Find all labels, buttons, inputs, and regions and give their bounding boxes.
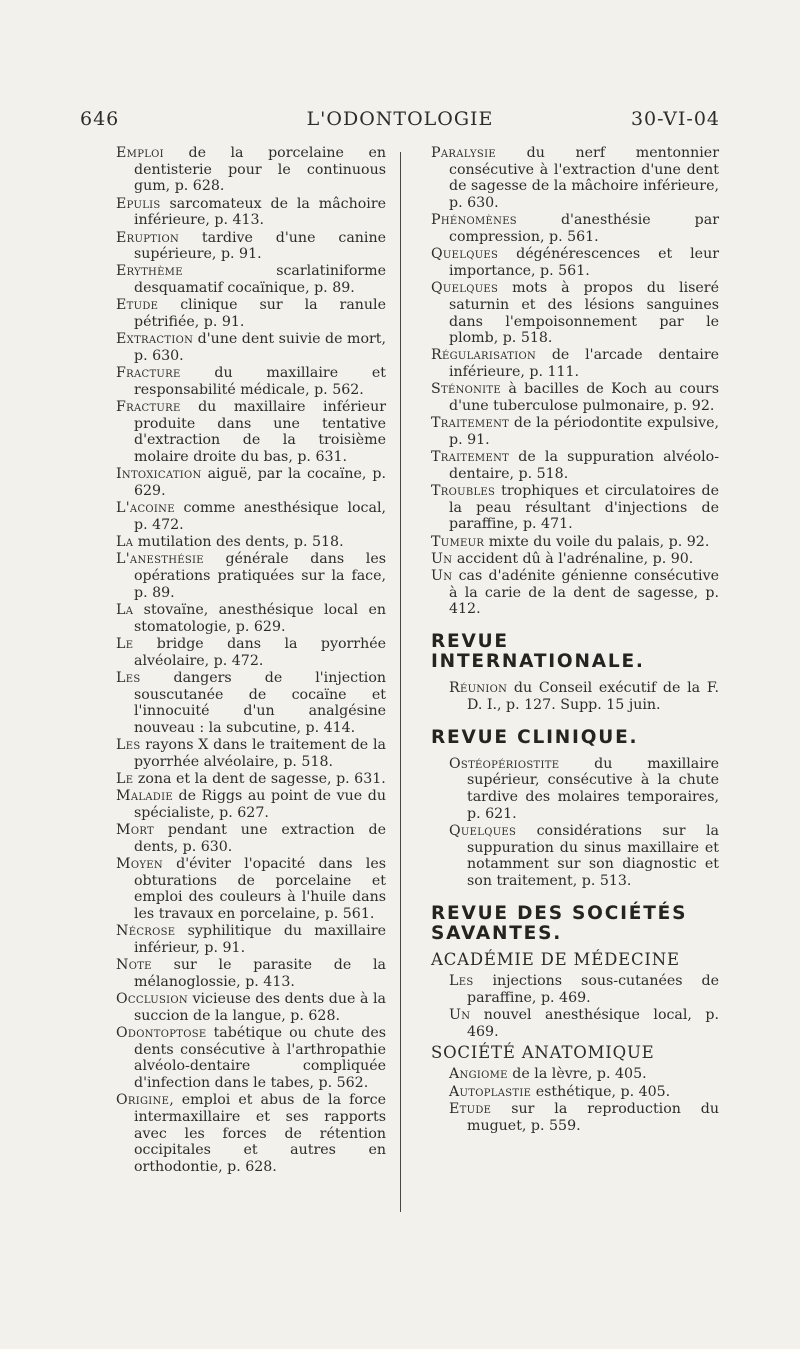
index-entry bbox=[449, 680, 719, 713]
entry-keyword: Troubles bbox=[431, 483, 496, 500]
entry-text: d'éviter l'opacité dans les obturations de porcelaine et emploi des couleurs à l'huile dans les travaux en porcelaine, p. 561. bbox=[134, 856, 386, 923]
index-entry bbox=[449, 1101, 719, 1134]
entry-text: esthétique, p. 405. bbox=[531, 1083, 671, 1100]
entry-keyword: Ostéopériostite bbox=[449, 755, 560, 772]
entry-keyword: Odontoptose bbox=[116, 1025, 207, 1042]
entry-text: syphilitique du maxillaire inférieur, p. 91. bbox=[134, 923, 386, 957]
index-entry bbox=[116, 923, 386, 956]
index-entry bbox=[116, 331, 386, 364]
index-entry bbox=[116, 856, 386, 923]
entry-keyword: Etude bbox=[116, 297, 159, 314]
entry-text: comme anesthésique local, p. 472. bbox=[134, 500, 386, 533]
entry-keyword: Le bbox=[116, 635, 134, 652]
index-entry bbox=[116, 365, 386, 398]
entry-text: bridge dans la pyorrhée alvéolaire, p. 472. bbox=[133, 635, 386, 669]
entry-text: tabétique ou chute des dents consécutive à l'arthropathie alvéolo-dentaire compliquée d'infection dans le tabes, p. 562. bbox=[134, 1025, 386, 1092]
entry-keyword: Traitement bbox=[431, 449, 510, 466]
index-entry bbox=[449, 1007, 719, 1040]
entry-keyword: Phénomènes bbox=[431, 212, 517, 229]
journal-title: L'ODONTOLOGIE bbox=[306, 108, 494, 130]
entry-text: , emploi et abus de la force intermaxillaire et ses rapports avec les forces de rétention occipitales et autres en orthodontie, p. 628. bbox=[134, 1092, 386, 1176]
index-entry bbox=[431, 568, 719, 618]
entry-text: de Riggs au point de vue du spécialiste, p. 627. bbox=[134, 788, 386, 821]
entry-text: de la périodontite expulsive, p. 91. bbox=[449, 415, 719, 448]
entry-text: stovaïne, anesthésique local en stomatologie, p. 629. bbox=[133, 601, 386, 635]
entry-text: considérations sur la suppuration du sinus maxillaire et notamment sur son diagnostic et son traitement, p. 513. bbox=[467, 822, 719, 890]
entry-keyword: Sténonite bbox=[431, 381, 502, 398]
entry-text: nouvel anesthésique local, p. 469. bbox=[467, 1007, 719, 1041]
entry-text: de la suppuration alvéolo-dentaire, p. 518. bbox=[449, 449, 719, 482]
index-entry bbox=[116, 534, 386, 551]
entry-keyword: Un bbox=[431, 568, 453, 585]
entry-text: à bacilles de Koch au cours d'une tuberculose pulmonaire, p. 92. bbox=[449, 381, 719, 415]
entry-keyword: Traitement bbox=[431, 415, 510, 432]
subsection-entries bbox=[449, 1066, 719, 1134]
entry-keyword: Etude bbox=[449, 1100, 492, 1117]
index-entry bbox=[116, 670, 386, 737]
entry-text: clinique sur la ranule pétrifiée, p. 91. bbox=[134, 297, 386, 331]
entry-text: sur le parasite de la mélanoglossie, p. 413. bbox=[134, 957, 386, 990]
entry-keyword: L'acoine bbox=[116, 500, 175, 517]
index-entry bbox=[116, 551, 386, 601]
entry-keyword: Quelques bbox=[431, 246, 499, 263]
index-entry bbox=[116, 822, 386, 855]
entry-keyword: Emploi bbox=[116, 145, 164, 161]
entry-keyword: Occlusion bbox=[116, 991, 188, 1008]
index-entry bbox=[116, 1025, 386, 1092]
entry-text: accident dû à l'adrénaline, p. 90. bbox=[452, 550, 694, 567]
entry-text: cas d'adénite génienne consécutive à la carie de la dent de sagesse, p. 412. bbox=[449, 568, 719, 618]
section-entries bbox=[449, 756, 719, 890]
entry-keyword: Le bbox=[116, 771, 134, 788]
entry-text: rayons X dans le traitement de la pyorrhée alvéolaire, p. 518. bbox=[134, 737, 386, 770]
subsection-entries bbox=[449, 973, 719, 1040]
index-entry bbox=[449, 1066, 719, 1083]
entry-keyword: Réunion bbox=[449, 680, 508, 697]
entry-keyword: Régularisation bbox=[431, 347, 537, 364]
entry-text: de la porcelaine en dentisterie pour le continuous gum, p. 628. bbox=[134, 145, 386, 195]
entry-keyword: Les bbox=[116, 669, 141, 686]
entry-text: du nerf mentonnier consécutive à l'extraction d'une dent de sagesse de la mâchoire inférieure, p. 630. bbox=[449, 145, 719, 212]
column-divider bbox=[400, 152, 401, 1212]
index-entry bbox=[116, 602, 386, 635]
entry-text: du maxillaire supérieur, consécutive à la chute tardive des molaires temporaires, p. 621. bbox=[467, 755, 719, 822]
entry-text: tardive d'une canine supérieure, p. 91. bbox=[134, 229, 386, 263]
entry-keyword: Intoxication bbox=[116, 466, 202, 483]
entry-text: aiguë, par la cocaïne, p. 629. bbox=[134, 466, 386, 500]
index-entry bbox=[431, 381, 719, 414]
entry-text: de la lèvre, p. 405. bbox=[507, 1066, 647, 1083]
entry-text: du maxillaire inférieur produite dans une tentative d'extraction de la troisième molaire droite du bas, p. 631. bbox=[134, 399, 386, 466]
entry-keyword: Fracture bbox=[116, 399, 181, 416]
index-entry bbox=[431, 483, 719, 533]
index-entry bbox=[116, 500, 386, 533]
entry-text: trophiques et circulatoires de la peau résultant d'injections de paraffine, p. 471. bbox=[449, 483, 719, 533]
index-entry bbox=[431, 145, 719, 212]
entry-keyword: Un bbox=[431, 550, 453, 567]
entry-keyword: Fracture bbox=[116, 365, 181, 382]
entry-keyword: Paralysie bbox=[431, 145, 496, 161]
entry-text: sur la reproduction du muguet, p. 559. bbox=[467, 1100, 719, 1134]
entry-keyword: Erythème bbox=[116, 263, 183, 280]
left-column bbox=[116, 145, 386, 1176]
index-entry bbox=[116, 636, 386, 669]
entry-keyword: Quelques bbox=[431, 280, 499, 297]
entry-keyword: Epulis bbox=[116, 195, 161, 212]
index-entry bbox=[116, 1092, 386, 1176]
index-entry bbox=[116, 263, 386, 296]
index-entry bbox=[431, 415, 719, 448]
entry-text: du Conseil exécutif de la F. D. I., p. 127. Supp. 15 juin. bbox=[467, 680, 719, 713]
right-column bbox=[431, 145, 719, 1135]
index-entry bbox=[431, 246, 719, 279]
section-entries bbox=[449, 680, 719, 713]
subsection-title: ACADÉMIE DE MÉDECINE bbox=[431, 949, 680, 969]
section-revue-societes bbox=[431, 904, 719, 1135]
entry-keyword: Angiome bbox=[449, 1066, 508, 1083]
index-entry bbox=[116, 991, 386, 1024]
section-revue-clinique bbox=[431, 728, 719, 890]
entry-text: scarlatiniforme desquamatif cocaïnique, p. 89. bbox=[134, 263, 386, 297]
index-entry bbox=[449, 1084, 719, 1101]
index-entry bbox=[431, 347, 719, 380]
entry-keyword: Nécrose bbox=[116, 923, 176, 940]
entry-text: sarcomateux de la mâchoire inférieure, p. 413. bbox=[134, 195, 386, 229]
entry-text: zona et la dent de sagesse, p. 631. bbox=[133, 771, 386, 788]
entry-keyword: Moyen bbox=[116, 856, 163, 873]
entry-text: mots à propos du liseré saturnin et des lésions sanguines dans l'empoisonnement par le plomb, p. 518. bbox=[449, 280, 719, 347]
entry-keyword: Un bbox=[449, 1007, 471, 1024]
entry-text: pendant une extraction de dents, p. 630. bbox=[134, 822, 386, 855]
entry-keyword: Autoplastie bbox=[449, 1083, 532, 1100]
index-entry bbox=[116, 399, 386, 466]
index-entry bbox=[116, 466, 386, 499]
entry-text: mutilation des dents, p. 518. bbox=[133, 534, 344, 551]
running-header bbox=[80, 108, 720, 138]
entry-keyword: La bbox=[116, 534, 134, 551]
entry-keyword: Les bbox=[116, 737, 141, 754]
index-entry bbox=[116, 957, 386, 990]
index-entry bbox=[431, 212, 719, 245]
entry-text: du maxillaire et responsabilité médicale, p. 562. bbox=[134, 365, 386, 398]
entry-keyword: Quelques bbox=[449, 822, 517, 839]
entry-keyword: Les bbox=[449, 973, 474, 990]
entry-text: d'une dent suivie de mort, p. 630. bbox=[134, 331, 387, 364]
subsection-title: SOCIÉTÉ ANATOMIQUE bbox=[431, 1042, 655, 1062]
right-entry-list bbox=[431, 145, 719, 618]
entry-text: dégénérescences et leur importance, p. 561. bbox=[449, 246, 719, 279]
index-entry bbox=[431, 551, 719, 568]
section-title: REVUE INTERNATIONALE. bbox=[431, 631, 645, 673]
entry-keyword: Eruption bbox=[116, 229, 180, 246]
index-entry bbox=[116, 788, 386, 821]
page-number: 646 bbox=[80, 108, 120, 130]
entry-text: générale dans les opérations pratiquées sur la face, p. 89. bbox=[134, 551, 386, 601]
entry-keyword: Extraction bbox=[116, 331, 194, 348]
entry-text: vicieuse des dents due à la succion de la langue, p. 628. bbox=[134, 991, 386, 1024]
entry-keyword: Mort bbox=[116, 822, 154, 839]
entry-keyword: Note bbox=[116, 957, 152, 974]
issue-date: 30-VI-04 bbox=[630, 108, 720, 130]
entry-keyword: Tumeur bbox=[431, 533, 485, 550]
entry-text: dangers de l'injection souscutanée de cocaïne et l'innocuité d'un analgésine nouveau : la subcutine, p. 414. bbox=[134, 669, 386, 736]
entry-keyword: L'anesthésie bbox=[116, 551, 204, 568]
index-entry bbox=[116, 771, 386, 788]
index-entry bbox=[116, 230, 386, 263]
entry-text: mixte du voile du palais, p. 92. bbox=[484, 533, 710, 550]
entry-text: d'anesthésie par compression, p. 561. bbox=[449, 212, 719, 246]
index-entry bbox=[449, 823, 719, 890]
section-revue-internationale bbox=[431, 632, 719, 713]
index-entry bbox=[116, 737, 386, 770]
index-entry bbox=[116, 196, 386, 229]
entry-keyword: Origine bbox=[116, 1092, 170, 1109]
entry-text: de l'arcade dentaire inférieure, p. 111. bbox=[449, 347, 719, 381]
section-title: REVUE CLINIQUE. bbox=[431, 726, 639, 748]
index-entry bbox=[449, 973, 719, 1006]
index-entry bbox=[431, 280, 719, 347]
section-title: REVUE DES SOCIÉTÉS SAVANTES. bbox=[431, 902, 688, 944]
index-entry bbox=[116, 145, 386, 195]
entry-text: injections sous-cutanées de paraffine, p. 469. bbox=[467, 973, 719, 1007]
entry-keyword: Maladie bbox=[116, 788, 173, 805]
index-entry bbox=[431, 534, 719, 551]
entry-keyword: La bbox=[116, 601, 134, 618]
index-entry bbox=[116, 297, 386, 330]
index-entry bbox=[431, 449, 719, 482]
index-entry bbox=[449, 756, 719, 823]
